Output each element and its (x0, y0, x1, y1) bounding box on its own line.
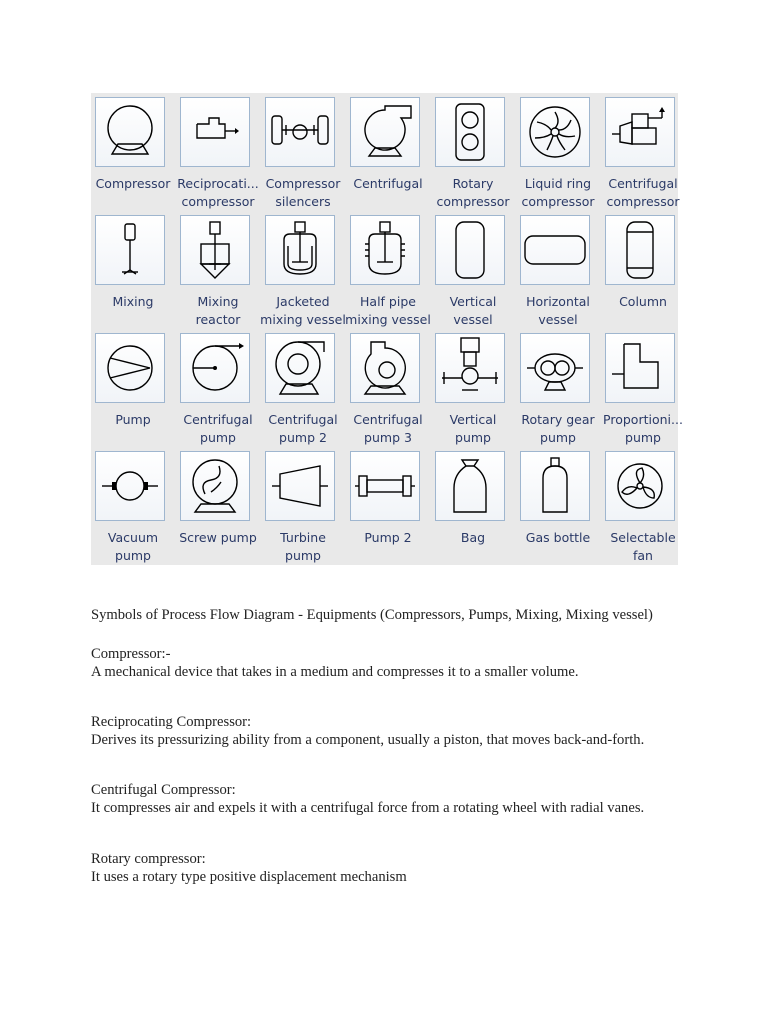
shape-label-line-1: Centrifugal (268, 412, 338, 427)
centrifugal-pump-2-icon (265, 333, 335, 403)
shape-label (89, 411, 177, 429)
shape-label-line-1: Pump 2 (364, 530, 412, 545)
compressor-icon (95, 97, 165, 167)
liquid-ring-compressor-icon (520, 97, 590, 167)
shape-label (429, 529, 517, 547)
compressor-silencers-icon (265, 97, 335, 167)
shape-label-line-2: fan (633, 547, 653, 563)
section-heading: Centrifugal Compressor: (91, 782, 236, 798)
section-heading: Rotary compressor: (91, 851, 206, 867)
shape-label-line-1: Rotary gear (521, 412, 595, 427)
palette-shape-mixing-reactor[interactable] (176, 211, 260, 329)
palette-shape-screw-pump[interactable] (176, 447, 260, 565)
shape-label (89, 529, 177, 564)
shape-label-line-1: Liquid ring (524, 176, 592, 191)
palette-shape-vacuum-pump[interactable] (91, 447, 175, 565)
shape-label (599, 411, 687, 446)
shape-label (174, 293, 262, 328)
palette-shape-pump-2[interactable] (346, 447, 430, 565)
shape-label-line-1: Vertical (449, 294, 497, 309)
reciprocating-compressor-icon (180, 97, 250, 167)
shape-label-line-2: pump (115, 547, 151, 563)
shape-label-line-2: pump (625, 429, 661, 445)
shape-label-line-2: compressor (521, 193, 595, 209)
shape-label-line-2: pump 2 (279, 429, 327, 445)
shape-label-line-1: Bag (460, 530, 486, 545)
shape-label-line-1: Centrifugal (353, 412, 423, 427)
shape-label-line-2: pump 3 (364, 429, 412, 445)
palette-shape-mixing[interactable] (91, 211, 175, 329)
shape-label-line-2: compressor (606, 193, 680, 209)
shape-label (174, 175, 262, 210)
shape-label-line-1: Mixing (197, 294, 239, 309)
palette-shape-vertical-pump[interactable] (431, 329, 515, 447)
shape-label-line-1: Half pipe (360, 294, 416, 309)
shape-label (89, 293, 177, 311)
horizontal-vessel-icon (520, 215, 590, 285)
shape-label (344, 529, 432, 547)
shape-label-line-2: pump (200, 429, 236, 445)
selectable-fan-icon (605, 451, 675, 521)
shape-label-line-1: Jacketed (276, 294, 330, 309)
shape-label-line-2: mixing vessel (260, 311, 346, 327)
shape-label (259, 175, 347, 210)
shape-label (599, 175, 687, 210)
shape-label-line-1: Mixing (112, 294, 154, 309)
vacuum-pump-icon (95, 451, 165, 521)
palette-shape-vertical-vessel[interactable] (431, 211, 515, 329)
gas-bottle-icon (520, 451, 590, 521)
section-body: It compresses air and expels it with a centrifugal force from a rotating wheel with radial vanes. (91, 800, 645, 816)
palette-shape-centrifugal-pump-2[interactable] (261, 329, 345, 447)
palette-shape-selectable-fan[interactable] (601, 447, 685, 565)
shape-label-line-1: Compressor (95, 176, 171, 191)
shape-label-line-2: compressor (436, 193, 510, 209)
palette-shape-proportioning-pump[interactable] (601, 329, 685, 447)
shape-label (429, 175, 517, 210)
shape-label-line-1: Selectable (610, 530, 676, 545)
shape-label-line-2: pump (285, 547, 321, 563)
palette-shape-rotary-gear-pump[interactable] (516, 329, 600, 447)
rotary-compressor-icon (435, 97, 505, 167)
shape-label (344, 175, 432, 193)
rotary-gear-pump-icon (520, 333, 590, 403)
palette-shape-liquid-ring-compressor[interactable] (516, 93, 600, 211)
shape-label-line-1: Reciprocati... (177, 176, 259, 191)
shape-label-line-1: Gas bottle (525, 530, 591, 545)
pump-2-icon (350, 451, 420, 521)
turbine-pump-icon (265, 451, 335, 521)
shape-label (514, 293, 602, 328)
shape-label (259, 293, 347, 328)
palette-shape-bag[interactable] (431, 447, 515, 565)
equipment-symbol-palette (91, 93, 683, 565)
shape-label (344, 411, 432, 446)
centrifugal-compressor-icon (605, 97, 675, 167)
palette-shape-centrifugal-compressor[interactable] (601, 93, 685, 211)
palette-shape-compressor-silencers[interactable] (261, 93, 345, 211)
palette-shape-centrifugal-pump[interactable] (176, 329, 260, 447)
section-body: A mechanical device that takes in a medium and compresses it to a smaller volume. (91, 664, 579, 680)
shape-label-line-1: Rotary (452, 176, 494, 191)
mixing-reactor-icon (180, 215, 250, 285)
vertical-pump-icon (435, 333, 505, 403)
palette-shape-centrifugal[interactable] (346, 93, 430, 211)
palette-shape-turbine-pump[interactable] (261, 447, 345, 565)
shape-label-line-1: Turbine (280, 530, 326, 545)
shape-label (429, 411, 517, 446)
palette-shape-pump[interactable] (91, 329, 175, 447)
shape-label (259, 529, 347, 564)
centrifugal-pump-3-icon (350, 333, 420, 403)
section-body: Derives its pressurizing ability from a component, usually a piston, that moves back-and-forth. (91, 732, 645, 748)
shape-label-line-1: Pump (115, 412, 151, 427)
palette-shape-gas-bottle[interactable] (516, 447, 600, 565)
shape-label-line-1: Proportioni... (603, 412, 683, 427)
shape-label (89, 175, 177, 193)
shape-label (599, 293, 687, 311)
shape-label-line-1: Vertical (449, 412, 497, 427)
palette-shape-half-pipe-mixing-vessel[interactable] (346, 211, 430, 329)
shape-label-line-1: Compressor (265, 176, 341, 191)
palette-shape-reciprocating-compressor[interactable] (176, 93, 260, 211)
palette-shape-centrifugal-pump-3[interactable] (346, 329, 430, 447)
screw-pump-icon (180, 451, 250, 521)
shape-label (174, 411, 262, 446)
column-icon (605, 215, 675, 285)
half-pipe-mixing-vessel-icon (350, 215, 420, 285)
shape-label-line-1: Centrifugal (183, 412, 253, 427)
section-body: It uses a rotary type positive displacement mechanism (91, 869, 407, 885)
shape-label-line-2: reactor (195, 311, 241, 327)
shape-label-line-2: mixing vessel (345, 311, 431, 327)
shape-label-line-2: pump (540, 429, 576, 445)
shape-label (259, 411, 347, 446)
centrifugal-pump-icon (180, 333, 250, 403)
shape-label-line-2: silencers (275, 193, 331, 209)
vertical-vessel-icon (435, 215, 505, 285)
mixing-icon (95, 215, 165, 285)
shape-label-line-1: Centrifugal (353, 176, 423, 191)
palette-shape-jacketed-mixing-vessel[interactable] (261, 211, 345, 329)
shape-label (514, 529, 602, 547)
shape-label-line-2: vessel (453, 311, 493, 327)
shape-label (514, 411, 602, 446)
shape-label (344, 293, 432, 328)
shape-label (174, 529, 262, 547)
section-heading: Reciprocating Compressor: (91, 714, 252, 730)
bag-icon (435, 451, 505, 521)
shape-label-line-2: compressor (181, 193, 255, 209)
pump-icon (95, 333, 165, 403)
shape-label-line-1: Column (619, 294, 667, 309)
centrifugal-icon (350, 97, 420, 167)
palette-shape-compressor[interactable] (91, 93, 175, 211)
proportioning-pump-icon (605, 333, 675, 403)
shape-label-line-1: Vacuum (107, 530, 159, 545)
shape-label-line-2: vessel (538, 311, 578, 327)
shape-label-line-1: Horizontal (526, 294, 590, 309)
palette-shape-column[interactable] (601, 211, 685, 329)
palette-shape-horizontal-vessel[interactable] (516, 211, 600, 329)
shape-label-line-2: pump (455, 429, 491, 445)
jacketed-mixing-vessel-icon (265, 215, 335, 285)
shape-label (514, 175, 602, 210)
shape-label (599, 529, 687, 564)
shape-label (429, 293, 517, 328)
shape-label-line-1: Screw pump (179, 530, 257, 545)
shape-label-line-1: Centrifugal (608, 176, 678, 191)
caption: Symbols of Process Flow Diagram - Equipments (Compressors, Pumps, Mixing, Mixing vessel) (91, 607, 653, 623)
palette-shape-rotary-compressor[interactable] (431, 93, 515, 211)
section-heading: Compressor:- (91, 646, 171, 662)
